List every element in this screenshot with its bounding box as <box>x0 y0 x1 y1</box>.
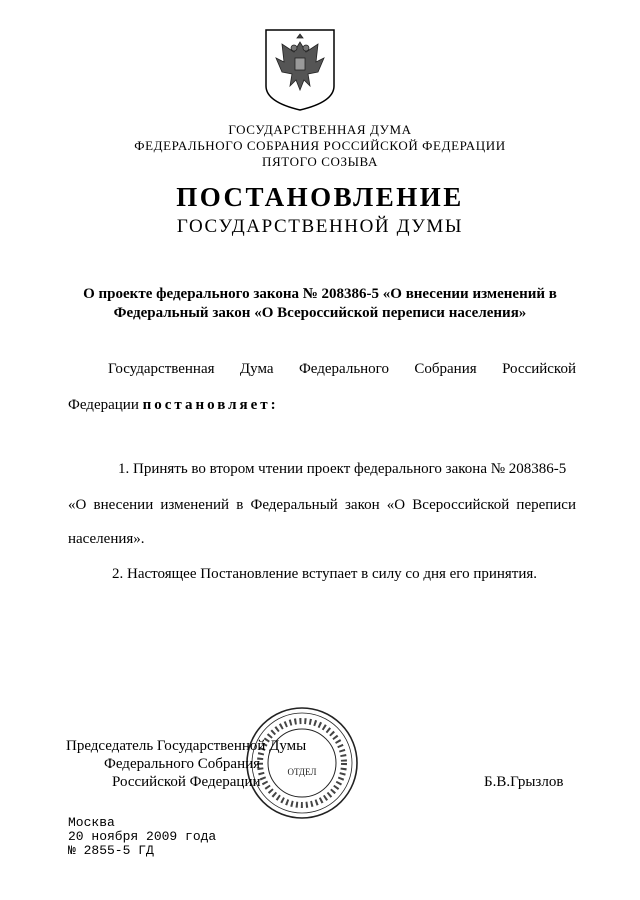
header-line-3: ПЯТОГО СОЗЫВА <box>262 154 378 169</box>
footer-number: № 2855-5 ГД <box>68 843 154 858</box>
header-line-1: ГОСУДАРСТВЕННАЯ ДУМА <box>228 122 412 137</box>
intro-line-2-start: Федерации <box>68 397 139 413</box>
item1-line-2: «О внесении изменений в Федеральный закон «О Всероссийской переписи <box>68 497 576 513</box>
item1-line-1: 1. Принять во втором чтении проект федерального закона № 208386-5 <box>118 461 567 477</box>
stamp-center-text: ОТДЕЛ <box>287 767 317 777</box>
intro-verb: постановляет: <box>142 397 279 413</box>
signature-position-line-1: Председатель Государственной Думы <box>66 738 307 754</box>
intro-line-1: Государственная Дума Федерального Собрания Российской <box>108 361 576 377</box>
footer-date: 20 ноября 2009 года <box>68 829 217 844</box>
subject-line-2: Федеральный закон «О Всероссийской переписи населения» <box>113 305 527 321</box>
signature-position-line-2: Федерального Собрания <box>104 756 261 772</box>
signature-name: Б.В.Грызлов <box>484 774 564 790</box>
signature-position-line-3: Российской Федерации <box>112 774 261 790</box>
coat-of-arms-emblem-icon <box>264 28 336 112</box>
subject-line-1: О проекте федерального закона № 208386-5 «О внесении изменений в <box>83 286 557 302</box>
header-line-2: ФЕДЕРАЛЬНОГО СОБРАНИЯ РОССИЙСКОЙ ФЕДЕРАЦИИ <box>134 138 506 153</box>
official-stamp-icon <box>244 704 360 822</box>
intro-line-2 <box>68 397 279 414</box>
document-subject <box>40 285 600 323</box>
footer-city: Москва <box>68 815 115 830</box>
item2: 2. Настоящее Постановление вступает в силу со дня его принятия. <box>112 566 538 582</box>
item1-line-3: населения». <box>68 531 145 547</box>
document-title: ПОСТАНОВЛЕНИЕ <box>176 182 464 212</box>
document-subtitle: ГОСУДАРСТВЕННОЙ ДУМЫ <box>176 216 464 237</box>
